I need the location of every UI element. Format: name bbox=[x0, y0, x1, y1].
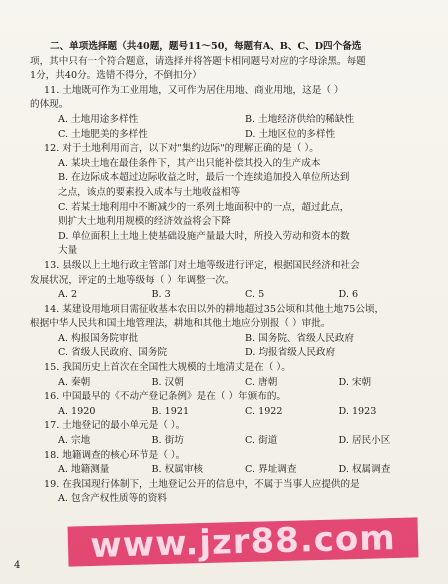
answer-option: D. 均报省级人民政府 bbox=[245, 347, 336, 359]
option-row bbox=[30, 346, 432, 361]
answer-option: C. 街道 bbox=[245, 435, 278, 447]
answer-option: 则扩大土地利用规模的经济效益将会下降 bbox=[58, 216, 231, 228]
section-instructions-line3: 1分，共40分。选错不得分，不倒扣分） bbox=[30, 70, 202, 82]
question-stem: 17. 土地登记的最小单元是（ ）。 bbox=[44, 420, 186, 432]
question-item bbox=[30, 419, 432, 448]
answer-option: 大量 bbox=[58, 245, 78, 257]
question-item bbox=[30, 142, 432, 259]
answer-option: A. 某块土地在最佳条件下，其产出只能补偿其投入的生产成本 bbox=[58, 157, 321, 169]
question-stem: 14. 某建设用地项目需征收基本农田以外的耕地超过35公顷和其他土地75公顷， bbox=[44, 303, 385, 315]
section-instructions-line2: 项，其中只有一个符合题意，请选择并将答题卡相同题号对应的字母涂黑。每题 bbox=[30, 55, 366, 67]
answer-option: A. 秦朝 bbox=[58, 376, 91, 388]
answer-option: A. 宗地 bbox=[58, 435, 91, 447]
option-row bbox=[30, 332, 432, 347]
answer-option: C. 界址调查 bbox=[245, 464, 297, 476]
answer-option: A. 土地用途多样性 bbox=[58, 113, 139, 125]
answer-option: C. 1922 bbox=[245, 405, 283, 417]
question-stem: 16. 中国最早的《不动产登记条例》是在（ ）年颁布的。 bbox=[44, 391, 287, 403]
question-item bbox=[30, 361, 432, 390]
question-stem: 11. 土地既可作为工业用地，又可作为居住用地、商业用地，这是（ ） bbox=[44, 84, 344, 96]
answer-option: A. 包含产权性质等的资料 bbox=[58, 493, 167, 505]
answer-option: C. 5 bbox=[245, 289, 265, 301]
page-number: 4 bbox=[14, 560, 21, 571]
answer-option: B. 街坊 bbox=[151, 435, 184, 447]
question-stem: 发展状况，评定的土地等级每（ ）年调整一次。 bbox=[30, 274, 235, 286]
question-stem: 18. 地籍调查的核心环节是（ ）。 bbox=[44, 449, 186, 461]
question-item bbox=[30, 390, 432, 419]
question-stem: 19. 在我国现行体制下，土地登记公开的信息中，不属于当事人应提供的是 bbox=[44, 478, 360, 490]
question-item bbox=[30, 478, 432, 507]
option-row bbox=[30, 376, 432, 391]
answer-option: B. 3 bbox=[151, 289, 171, 301]
answer-option: B. 1921 bbox=[151, 405, 190, 417]
question-stem: 13. 县级以上土地行政主管部门对土地等级进行评定，根据国民经济和社会 bbox=[44, 259, 360, 271]
answer-option: A. 构报国务院审批 bbox=[58, 332, 139, 344]
question-stem: 12. 对于土地利用而言，以下对"集约边际"的理解正确的是（ ）。 bbox=[44, 143, 319, 155]
answer-option: D. 土地区位的多样性 bbox=[245, 128, 336, 140]
option-row bbox=[30, 463, 432, 478]
answer-option: B. 权属审核 bbox=[151, 464, 204, 476]
answer-option: B. 国务院、省级人民政府 bbox=[245, 332, 355, 344]
answer-option: D. 单位面积上土地上使基础设施产量最大时，所投入劳动和资本的数 bbox=[58, 230, 350, 242]
section-heading: 二、单项选择题（共40题，题号11～50，每题有A、B、C、D四个备选 bbox=[50, 41, 362, 52]
answer-option: B. 在边际成本超过边际收益之时，最后一个连续追加投入单位所达到 bbox=[58, 172, 350, 184]
answer-option: D. 宋朝 bbox=[338, 376, 372, 388]
question-item bbox=[30, 259, 432, 303]
option-row bbox=[30, 128, 432, 143]
answer-option: A. 地籍测量 bbox=[58, 464, 110, 476]
answer-option: B. 土地经济供给的稀缺性 bbox=[245, 113, 355, 125]
answer-option: C. 土地肥美的多样性 bbox=[58, 128, 148, 140]
option-row bbox=[30, 405, 432, 420]
question-item bbox=[30, 84, 432, 142]
question-stem: 15. 我国历史上首次在全国性大规模的土地清丈是在（ ）。 bbox=[44, 362, 291, 374]
answer-option: D. 居民小区 bbox=[338, 435, 391, 447]
answer-option: A. 2 bbox=[58, 289, 78, 301]
question-stem: 根据中华人民共和国土地管理法，耕地和其他土地应分别报（ ）审批。 bbox=[30, 318, 331, 330]
exam-content bbox=[30, 40, 432, 507]
answer-option: D. 权属调查 bbox=[338, 464, 391, 476]
option-row bbox=[30, 434, 432, 449]
answer-option: 之点，该点的要素投入成本与土地收益相等 bbox=[58, 186, 241, 198]
option-row bbox=[30, 288, 432, 303]
question-item bbox=[30, 449, 432, 478]
answer-option: B. 汉朝 bbox=[151, 376, 184, 388]
answer-option: A. 1920 bbox=[58, 405, 96, 417]
answer-option: D. 6 bbox=[338, 289, 359, 301]
option-row bbox=[30, 113, 432, 128]
answer-option: C. 若某土地利用中不断减少的一系列土地面积中的一点，超过此点， bbox=[58, 201, 350, 213]
question-item bbox=[30, 303, 432, 361]
question-stem: 的体现。 bbox=[30, 99, 69, 111]
answer-option: D. 1923 bbox=[338, 405, 377, 417]
answer-option: C. 省级人民政府、国务院 bbox=[58, 347, 168, 359]
answer-option: C. 唐朝 bbox=[245, 376, 278, 388]
question-list bbox=[30, 84, 432, 507]
watermark-banner: www.jzr88.com bbox=[68, 517, 419, 566]
